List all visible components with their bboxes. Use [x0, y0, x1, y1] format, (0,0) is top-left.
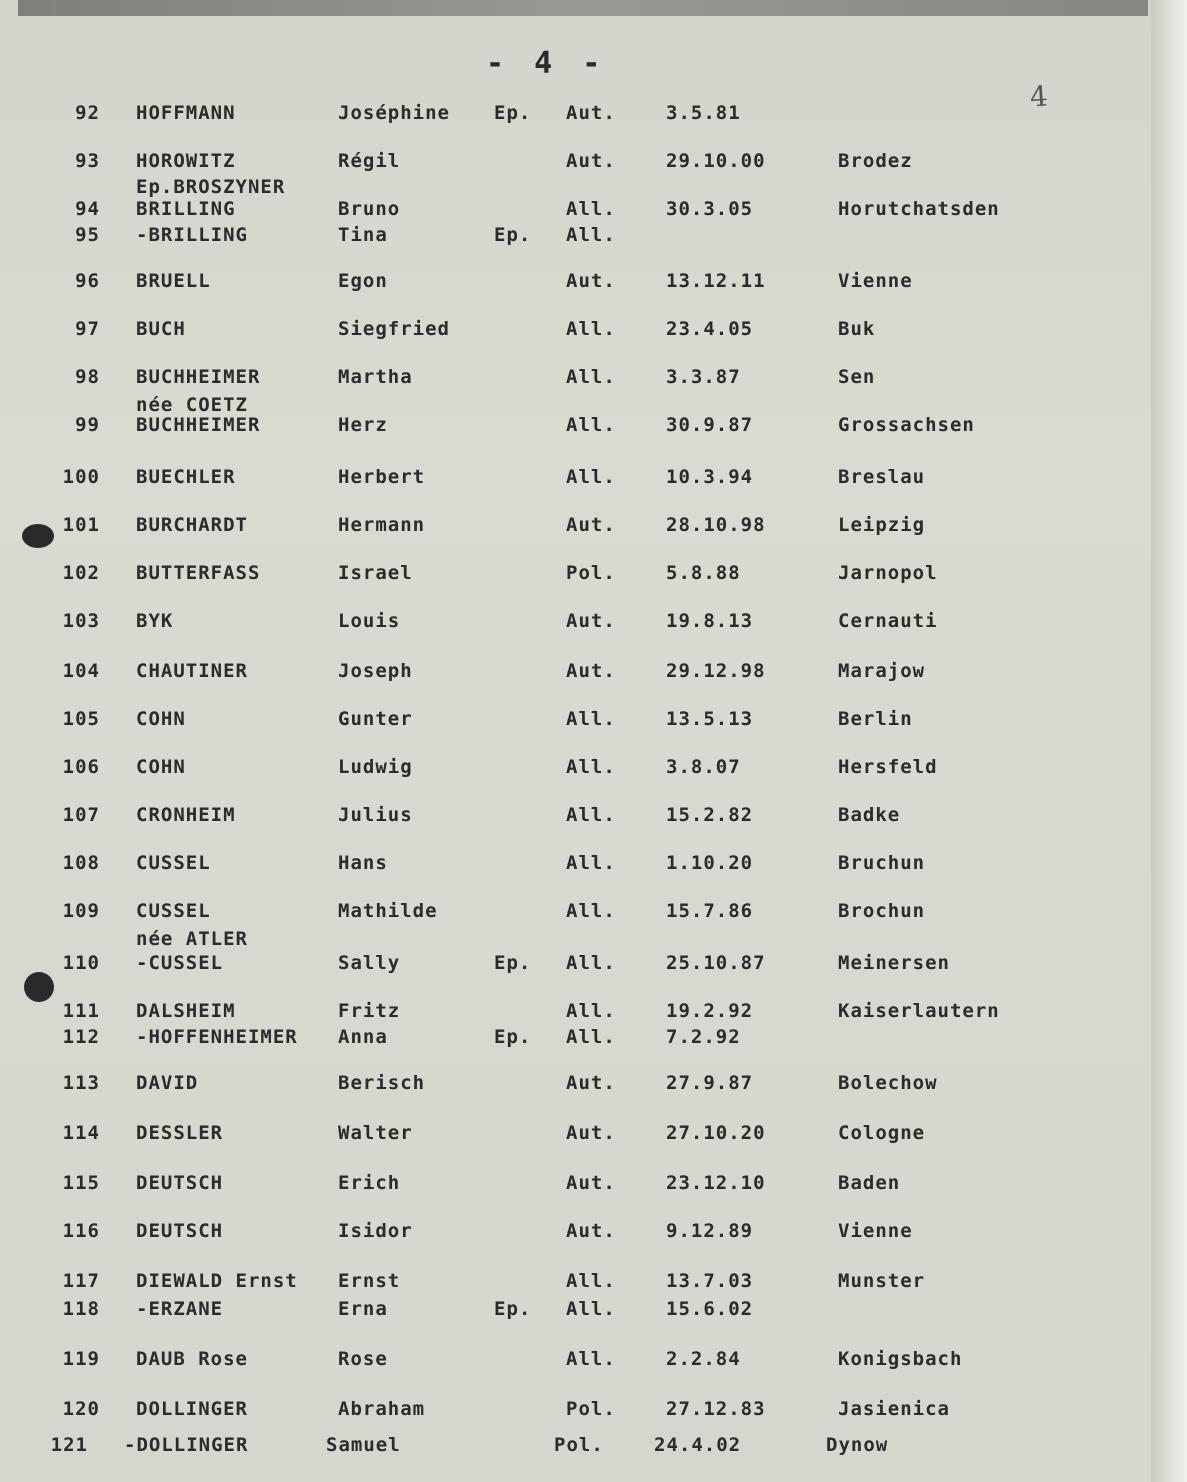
entry-first-name: Isidor — [338, 1220, 413, 1242]
entry-birth-date: 19.2.92 — [666, 1000, 754, 1022]
entry-surname: BUCHHEIMER — [136, 366, 261, 388]
entry-nationality: Aut. — [566, 660, 616, 682]
entry-birth-date: 13.12.11 — [666, 270, 766, 292]
entry-number: 99 — [75, 414, 100, 436]
entry-first-name: Herz — [338, 414, 388, 436]
entry-first-name: Ernst — [338, 1270, 401, 1292]
entry-number: 105 — [62, 708, 100, 730]
entry-birth-date: 13.5.13 — [666, 708, 754, 730]
entry-birth-place: Breslau — [838, 466, 926, 488]
scan-top-edge — [18, 0, 1148, 16]
entry-nationality: Pol. — [566, 1398, 616, 1420]
entry-number: 110 — [62, 952, 100, 974]
entry-first-name: Joséphine — [338, 102, 450, 124]
entry-birth-date: 27.12.83 — [666, 1398, 766, 1420]
entry-birth-date: 2.2.84 — [666, 1348, 741, 1370]
entry-surname: BUTTERFASS — [136, 562, 261, 584]
entry-birth-place: Bolechow — [838, 1072, 938, 1094]
entry-surname: COHN — [136, 756, 186, 778]
entry-first-name: Bruno — [338, 198, 401, 220]
entry-number: 116 — [62, 1220, 100, 1242]
entry-nationality: Aut. — [566, 150, 616, 172]
entry-birth-date: 15.7.86 — [666, 900, 754, 922]
entry-birth-date: 5.8.88 — [666, 562, 741, 584]
entry-surname: HOFFMANN — [136, 102, 236, 124]
entry-surname: BYK — [136, 610, 174, 632]
entry-number: 112 — [62, 1026, 100, 1048]
entry-birth-date: 13.7.03 — [666, 1270, 754, 1292]
entry-surname: HOROWITZ — [136, 150, 236, 172]
entry-first-name: Gunter — [338, 708, 413, 730]
entry-number: 118 — [62, 1298, 100, 1320]
entry-birth-place: Marajow — [838, 660, 926, 682]
entry-surname: DESSLER — [136, 1122, 224, 1144]
entry-surname: -HOFFENHEIMER — [136, 1026, 298, 1048]
entry-number: 92 — [75, 102, 100, 124]
entry-first-name: Israel — [338, 562, 413, 584]
entry-first-name: Berisch — [338, 1072, 426, 1094]
entry-number: 115 — [62, 1172, 100, 1194]
entry-birth-date: 28.10.98 — [666, 514, 766, 536]
entry-first-name: Abraham — [338, 1398, 426, 1420]
entry-spouse-mark: Ep. — [494, 102, 532, 124]
entry-birth-place: Cernauti — [838, 610, 938, 632]
entry-birth-date: 30.3.05 — [666, 198, 754, 220]
entry-nationality: All. — [566, 1026, 616, 1048]
entry-number: 94 — [75, 198, 100, 220]
entry-birth-date: 10.3.94 — [666, 466, 754, 488]
entry-number: 121 — [50, 1434, 88, 1456]
entry-nationality: All. — [566, 952, 616, 974]
entry-first-name: Samuel — [326, 1434, 401, 1456]
entry-surname: BRILLING — [136, 198, 236, 220]
entry-birth-place: Horutchatsden — [838, 198, 1000, 220]
entry-birth-date: 1.10.20 — [666, 852, 754, 874]
entry-nationality: All. — [566, 1000, 616, 1022]
entry-nationality: Aut. — [566, 610, 616, 632]
entry-number: 97 — [75, 318, 100, 340]
entry-number: 108 — [62, 852, 100, 874]
entry-spouse-mark: Ep. — [494, 1298, 532, 1320]
entry-surname: CUSSEL — [136, 900, 211, 922]
entry-spouse-mark: Ep. — [494, 1026, 532, 1048]
entry-surname: -DOLLINGER — [124, 1434, 249, 1456]
entry-number: 106 — [62, 756, 100, 778]
entry-birth-place: Brodez — [838, 150, 913, 172]
entry-number: 111 — [62, 1000, 100, 1022]
entry-first-name: Hermann — [338, 514, 426, 536]
entry-birth-place: Brochun — [838, 900, 926, 922]
entry-birth-place: Buk — [838, 318, 876, 340]
entry-first-name: Egon — [338, 270, 388, 292]
entry-birth-place: Sen — [838, 366, 876, 388]
entry-number: 103 — [62, 610, 100, 632]
entry-first-name: Siegfried — [338, 318, 450, 340]
entry-nationality: All. — [566, 1270, 616, 1292]
entry-birth-date: 24.4.02 — [654, 1434, 742, 1456]
entry-nationality: Aut. — [566, 1172, 616, 1194]
entry-surname: BUCHHEIMER — [136, 414, 261, 436]
entry-birth-date: 3.3.87 — [666, 366, 741, 388]
entry-first-name: Erna — [338, 1298, 388, 1320]
entry-surname: CRONHEIM — [136, 804, 236, 826]
entry-first-name: Ludwig — [338, 756, 413, 778]
entry-first-name: Herbert — [338, 466, 426, 488]
entry-maiden-name: Ep.BROSZYNER — [136, 176, 286, 198]
entry-nationality: All. — [566, 756, 616, 778]
entry-surname: DIEWALD Ernst — [136, 1270, 298, 1292]
entry-birth-place: Konigsbach — [838, 1348, 963, 1370]
entry-birth-date: 29.12.98 — [666, 660, 766, 682]
entry-first-name: Anna — [338, 1026, 388, 1048]
entry-surname: DOLLINGER — [136, 1398, 248, 1420]
entry-number: 104 — [62, 660, 100, 682]
entry-birth-place: Vienne — [838, 270, 913, 292]
entry-first-name: Joseph — [338, 660, 413, 682]
entry-maiden-name: née ATLER — [136, 928, 248, 950]
entry-first-name: Julius — [338, 804, 413, 826]
entry-surname: DAUB Rose — [136, 1348, 248, 1370]
entry-first-name: Hans — [338, 852, 388, 874]
margin-handwritten-mark: 4 — [1028, 79, 1049, 114]
entry-surname: -CUSSEL — [136, 952, 224, 974]
entry-first-name: Mathilde — [338, 900, 438, 922]
entry-first-name: Régil — [338, 150, 401, 172]
entry-number: 96 — [75, 270, 100, 292]
entry-surname: DEUTSCH — [136, 1172, 224, 1194]
entry-nationality: Aut. — [566, 1220, 616, 1242]
entry-surname: BUCH — [136, 318, 186, 340]
entry-birth-date: 9.12.89 — [666, 1220, 754, 1242]
entry-nationality: All. — [566, 414, 616, 436]
entry-number: 100 — [62, 466, 100, 488]
entry-nationality: All. — [566, 900, 616, 922]
entry-number: 98 — [75, 366, 100, 388]
entry-number: 119 — [62, 1348, 100, 1370]
entry-birth-place: Jasienica — [838, 1398, 950, 1420]
entry-birth-place: Leipzig — [838, 514, 926, 536]
entry-surname: BUECHLER — [136, 466, 236, 488]
entry-nationality: All. — [566, 366, 616, 388]
entry-number: 93 — [75, 150, 100, 172]
entry-number: 113 — [62, 1072, 100, 1094]
entry-nationality: All. — [566, 852, 616, 874]
entry-birth-place: Jarnopol — [838, 562, 938, 584]
entry-surname: BRUELL — [136, 270, 211, 292]
entry-birth-date: 3.8.07 — [666, 756, 741, 778]
entry-birth-place: Hersfeld — [838, 756, 938, 778]
entry-birth-place: Munster — [838, 1270, 926, 1292]
entry-birth-place: Baden — [838, 1172, 901, 1194]
entry-nationality: All. — [566, 708, 616, 730]
entry-number: 120 — [62, 1398, 100, 1420]
entry-number: 95 — [75, 224, 100, 246]
entry-spouse-mark: Ep. — [494, 952, 532, 974]
entry-birth-date: 3.5.81 — [666, 102, 741, 124]
entry-first-name: Erich — [338, 1172, 401, 1194]
entry-birth-place: Badke — [838, 804, 901, 826]
entry-surname: -BRILLING — [136, 224, 248, 246]
entry-surname: COHN — [136, 708, 186, 730]
entry-surname: CHAUTINER — [136, 660, 248, 682]
entry-birth-date: 25.10.87 — [666, 952, 766, 974]
entry-number: 101 — [62, 514, 100, 536]
entry-number: 102 — [62, 562, 100, 584]
entry-surname: DALSHEIM — [136, 1000, 236, 1022]
entry-birth-date: 15.6.02 — [666, 1298, 754, 1320]
entry-surname: -ERZANE — [136, 1298, 224, 1320]
entry-maiden-name: née COETZ — [136, 394, 248, 416]
entry-birth-date: 27.9.87 — [666, 1072, 754, 1094]
entry-birth-date: 23.12.10 — [666, 1172, 766, 1194]
entry-nationality: All. — [566, 318, 616, 340]
entry-first-name: Martha — [338, 366, 413, 388]
entry-nationality: Aut. — [566, 102, 616, 124]
entry-birth-place: Berlin — [838, 708, 913, 730]
entry-nationality: Aut. — [566, 514, 616, 536]
entry-first-name: Sally — [338, 952, 401, 974]
entry-birth-date: 15.2.82 — [666, 804, 754, 826]
entry-birth-date: 19.8.13 — [666, 610, 754, 632]
punch-hole — [24, 972, 54, 1002]
entry-number: 117 — [62, 1270, 100, 1292]
page-number: - 4 - — [486, 46, 607, 81]
entry-first-name: Fritz — [338, 1000, 401, 1022]
entry-birth-place: Dynow — [826, 1434, 889, 1456]
entry-nationality: All. — [566, 198, 616, 220]
entry-surname: BURCHARDT — [136, 514, 248, 536]
entry-birth-date: 23.4.05 — [666, 318, 754, 340]
entry-birth-place: Grossachsen — [838, 414, 975, 436]
entry-nationality: All. — [566, 224, 616, 246]
entry-birth-place: Vienne — [838, 1220, 913, 1242]
entry-nationality: Pol. — [554, 1434, 604, 1456]
entry-nationality: All. — [566, 804, 616, 826]
entry-birth-date: 29.10.00 — [666, 150, 766, 172]
entry-nationality: Aut. — [566, 1072, 616, 1094]
scan-right-edge — [1151, 0, 1187, 1482]
entry-birth-place: Meinersen — [838, 952, 950, 974]
entry-birth-date: 27.10.20 — [666, 1122, 766, 1144]
entry-surname: DAVID — [136, 1072, 199, 1094]
entry-first-name: Rose — [338, 1348, 388, 1370]
entry-nationality: All. — [566, 466, 616, 488]
entry-number: 107 — [62, 804, 100, 826]
entry-birth-place: Kaiserlautern — [838, 1000, 1000, 1022]
entry-number: 114 — [62, 1122, 100, 1144]
entry-surname: DEUTSCH — [136, 1220, 224, 1242]
entry-nationality: All. — [566, 1348, 616, 1370]
entry-birth-date: 30.9.87 — [666, 414, 754, 436]
entry-nationality: Aut. — [566, 270, 616, 292]
entry-first-name: Walter — [338, 1122, 413, 1144]
entry-birth-place: Cologne — [838, 1122, 926, 1144]
entry-birth-date: 7.2.92 — [666, 1026, 741, 1048]
entry-surname: CUSSEL — [136, 852, 211, 874]
entry-number: 109 — [62, 900, 100, 922]
entry-first-name: Louis — [338, 610, 401, 632]
entry-spouse-mark: Ep. — [494, 224, 532, 246]
entry-birth-place: Bruchun — [838, 852, 926, 874]
entry-nationality: All. — [566, 1298, 616, 1320]
entry-nationality: Aut. — [566, 1122, 616, 1144]
entry-nationality: Pol. — [566, 562, 616, 584]
entry-first-name: Tina — [338, 224, 388, 246]
